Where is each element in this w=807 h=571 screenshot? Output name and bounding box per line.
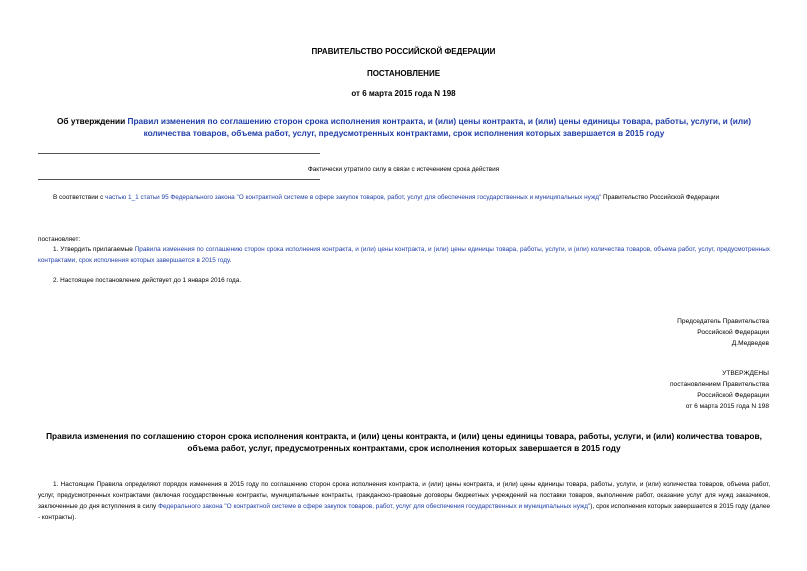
approval-line-3: Российской Федерации: [697, 392, 769, 399]
title-rules-link[interactable]: Правил изменения по соглашению сторон срока исполнения контракта, и (или) цены контракта, и (или) цены единицы товара, работы, услуги, и (или) количества товаров, объема работ, услуг, предусмотренных контрактами, срок исполнения которых завершается в 2015 году: [127, 116, 752, 138]
signature-block: [677, 316, 769, 349]
preamble-after: Правительство Российской Федерации: [601, 194, 720, 201]
government-heading: ПРАВИТЕЛЬСТВО РОССИЙСКОЙ ФЕДЕРАЦИИ: [311, 47, 496, 56]
item-1-before: 1. Утвердить прилагаемые: [53, 246, 135, 253]
signature-country: Российской Федерации: [697, 329, 769, 336]
rules-p1-after: ), срок исполнения которых завершается в 2015 году (далее - контракты).: [38, 503, 771, 521]
approval-block: [670, 368, 769, 412]
decree-word: постановляет:: [38, 236, 81, 243]
item-1-paragraph: [38, 244, 770, 266]
item-1-after: .: [229, 257, 232, 264]
preamble-before: В соответствии с: [53, 194, 106, 201]
approval-line-1: УТВЕРЖДЕНЫ: [722, 370, 769, 377]
date-number-heading: от 6 марта 2015 года N 198: [351, 89, 456, 98]
rules-p1-before: 1. Настоящие Правила определяют порядок изменения в 2015 году по соглашению сторон срока исполнения контракта, и (или) цены контракта, и (или) цены единицы товара, работы, услуги, и (или) количества товаров, объема работ, услуг, предусмотренных контрактами (включая государственные контракты, муниципальные контракты, гражданско-правовые договоры бюджетных учреждений на поставки товаров, выполнение работ, оказание услуг для нужд заказчиков, заключенные до дня вступления в силу: [38, 481, 770, 510]
title-prefix: Об утверждении: [56, 116, 128, 126]
divider-bottom: [38, 179, 320, 180]
preamble-paragraph: [38, 192, 770, 203]
rules-federal-law-link[interactable]: Федерального закона "О контрактной системе в сфере закупок товаров, работ, услуг для обеспечения государственных и муниципальных нужд": [158, 503, 591, 510]
doc-type-heading: ПОСТАНОВЛЕНИЕ: [366, 69, 441, 78]
approval-line-4: от 6 марта 2015 года N 198: [685, 403, 769, 410]
status-note: Фактически утратило силу в связи с истечением срока действия: [307, 166, 500, 173]
rules-link[interactable]: Правила изменения по соглашению сторон срока исполнения контракта, и (или) цены контракта, и (или) цены единицы товара, работы, услуги, и (или) количества товаров, объема работ, услуг, предусмотренных контрактами, срок исполнения которых завершается в 2015 году: [38, 246, 770, 264]
rules-title: Правила изменения по соглашению сторон срока исполнения контракта, и (или) цены контракта, и (или) цены единицы товара, работы, услуги, и (или) количества товаров, объема работ, услуг, предусмотренных контрактами, срок исполнения которых завершается в 2015 году: [46, 431, 762, 453]
approval-line-2: постановлением Правительства: [669, 381, 769, 388]
document-title: [38, 115, 770, 139]
federal-law-link[interactable]: частью 1_1 статьи 95 Федерального закона "О контрактной системе в сфере закупок товаров, работ, услуг для обеспечения государственных и муниципальных нужд": [105, 194, 602, 201]
signature-position: Председатель Правительства: [677, 318, 769, 325]
rules-paragraph-1: [38, 479, 770, 523]
divider-top: [38, 153, 320, 154]
item-2-paragraph: 2. Настоящее постановление действует до 1 января 2016 года.: [53, 277, 242, 284]
signature-name: Д.Медведев: [731, 340, 769, 347]
